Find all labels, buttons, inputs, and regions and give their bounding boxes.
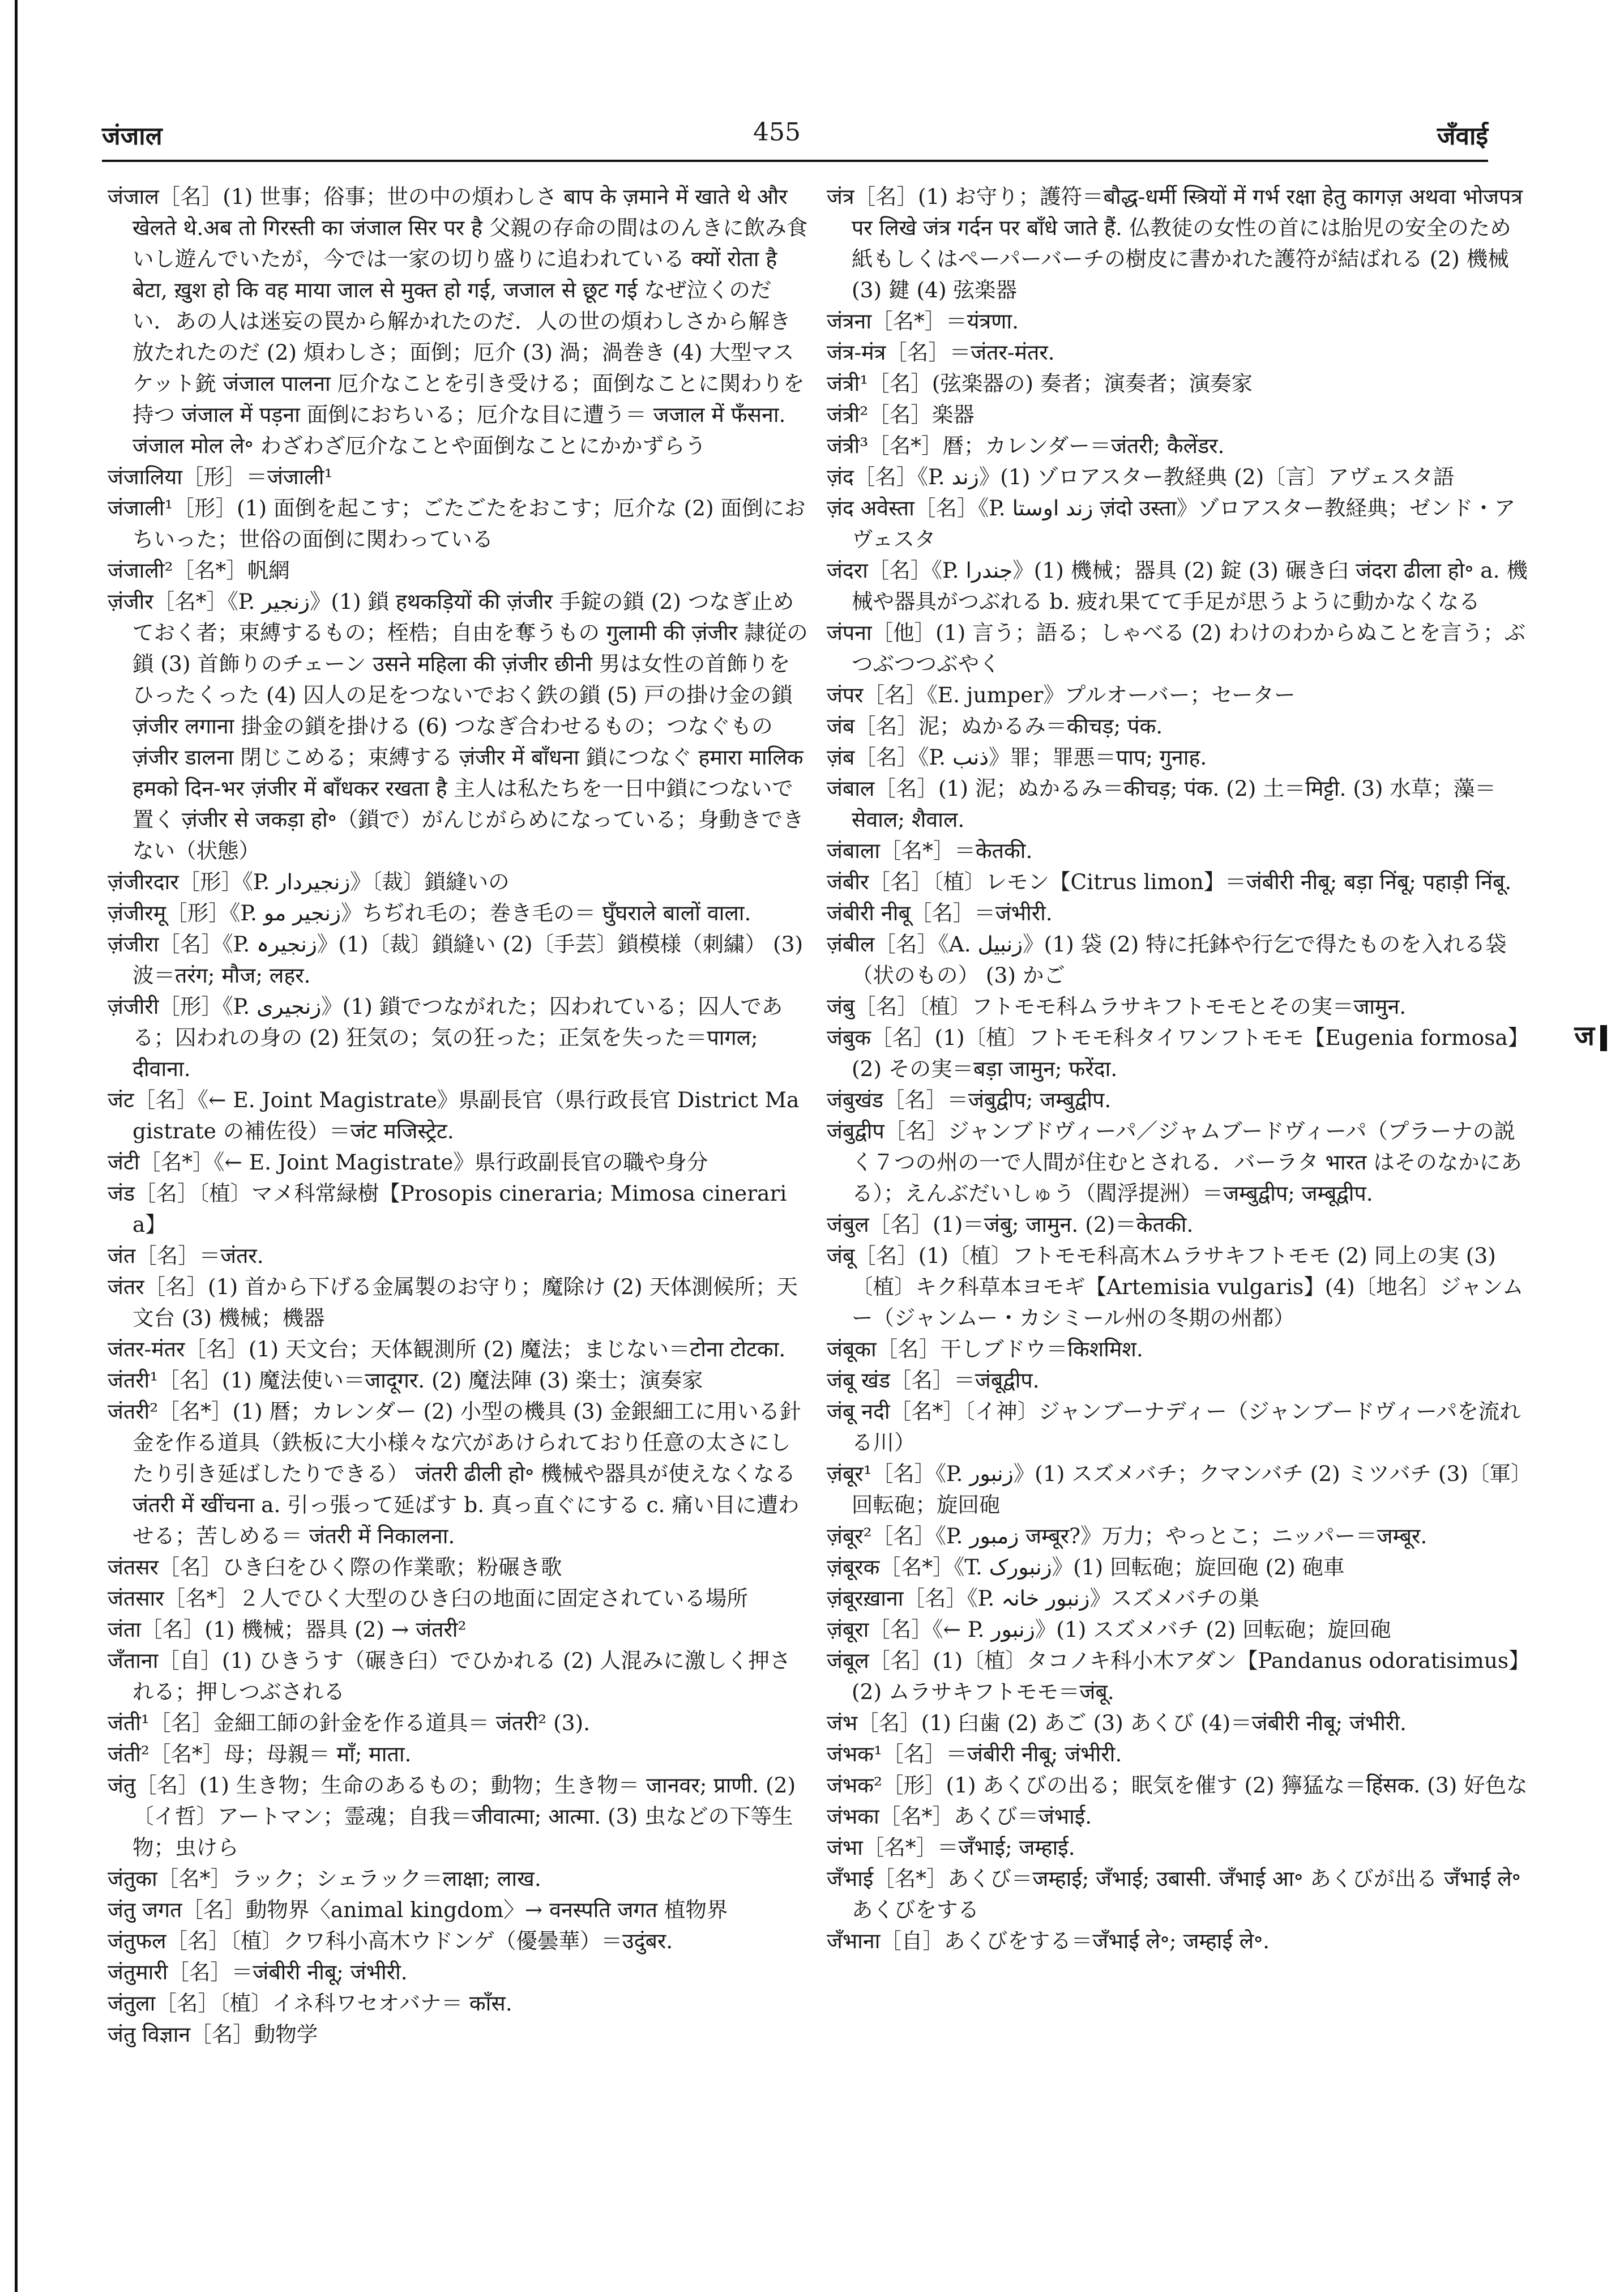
dictionary-entry: जंतुफल［名］〔植〕クワ科小高木ウドンゲ（優曇華）＝उदुंबर. bbox=[108, 1928, 673, 1953]
dictionary-entry: ज़ंजीरदार［形］《P. زنجیردار》〔裁〕鎖縫いの bbox=[108, 869, 510, 894]
dictionary-entry: ज़ंबूरख़ाना［名］《P. زنبور خانہ》スズメバチの巣 bbox=[827, 1586, 1260, 1611]
dictionary-entry: जंता［名］(1) 機械；器具 (2) → जंतरी² bbox=[108, 1617, 467, 1642]
dictionary-entry: जंजाली¹［形］(1) 面倒を起こす；ごたごたをおこす；厄介な (2) 面倒におちいった；世俗の面倒に関わっている bbox=[108, 496, 806, 552]
dictionary-entry: जंती¹［名］金細工師の針金を作る道具＝ जंतरी² (3). bbox=[108, 1710, 591, 1735]
dictionary-entry: ज़ंब［名］《P. ذنب》罪；罪悪＝पाप; गुनाह. bbox=[827, 745, 1207, 770]
dictionary-entry: जंजाल［名］(1) 世事；俗事；世の中の煩わしさ बाप के ज़माने में खाते थे और खेलते थे.अब तो गिरस्ती का जंजाल सिर पर है 父親の存命の間はのんきに飲み食いし遊んでいたが，今では一家の切り盛りに追われている क्यों रोता है बेटा, ख़ुश हो कि वह माया जाल से मुक्त हो गई, जजाल से छूट गई なぜ泣くのだい．あの人は迷妄の罠から解かれたのだ．人の世の煩わしさから解き放たれたのだ (2) 煩わしさ；面倒；厄介 (3) 渦；渦巻き (4) 大型マスケット銃 जंजाल पालना 厄介なことを引き受ける；面倒なことに関わりを持つ जंजाल में पड़ना 面倒におちいる；厄介な目に遭う＝ जजाल में फँसना. जंजाल मोल ले॰ わざわざ厄介なことや面倒なことにかかずらう bbox=[108, 184, 808, 458]
dictionary-entry: जंत्र-मंत्र［名］＝जंतर-मंतर. bbox=[827, 340, 1055, 365]
dictionary-entry: जँभाना［自］あくびをする＝जँभाई ले॰; जम्हाई ले॰. bbox=[827, 1928, 1270, 1953]
thumb-index-bar bbox=[1600, 1025, 1607, 1051]
dictionary-entry: ज़ंबूर¹［名］《P. زنبور》(1) スズメバチ；クマンバチ (2) ミツバチ (3)〔軍〕回転砲；旋回砲 bbox=[827, 1461, 1522, 1517]
dictionary-entry: जंतुला［名］〔植〕イネ科ワセオバナ＝ काँस. bbox=[108, 1991, 512, 2016]
header-rule bbox=[102, 160, 1488, 162]
dictionary-entry: जंदरा［名］《P. جندرا》(1) 機械；器具 (2) 錠 (3) 碾き臼 जंदरा ढीला हो॰ a. 機械や器具がつぶれる b. 疲れ果てて手足が思うように動かなくなる bbox=[827, 558, 1528, 614]
dictionary-entry: ज़ंबूरक［名*］《T. زنبورک》(1) 回転砲；旋回砲 (2) 砲車 bbox=[827, 1555, 1345, 1580]
dictionary-entry: ज़ंजीर［名*］《P. زنجیر》(1) 鎖 हथकड़ियों की ज़ंजीर 手錠の鎖 (2) つなぎ止めておく者；束縛するもの；桎梏；自由を奪うもの गुलामी की ज़ंजीर 隷従の鎖 (3) 首飾りのチェーン उसने महिला की ज़ंजीर छीनी 男は女性の首飾りをひったくった (4) 囚人の足をつないでおく鉄の鎖 (5) 戸の掛け金の鎖 ज़ंजीर लगाना 掛金の鎖を掛ける (6) つなぎ合わせるもの；つなぐもの ज़ंजीर डालना 閉じこめる；束縛する ज़ंजीर में बाँधना 鎖につなぐ हमारा मालिक हमको दिन-भर ज़ंजीर में बाँधकर रखता है 主人は私たちを一日中鎖につないで置く ज़ंजीर से जकड़ा हो॰（鎖で）がんじがらめになっている；身動きできない（状態） bbox=[108, 589, 808, 863]
dictionary-entry: जंतरी²［名*］(1) 暦；カレンダー (2) 小型の機具 (3) 金銀細工に用いる針金を作る道具（鉄板に大小様々な穴があけられており任意の太さにしたり引き延ばしたりできる） जंतरी ढीली हो॰ 機械や器具が使えなくなる जंतरी में खींचना a. 引っ張って延ばす b. 真っ直ぐにする c. 痛い目に遭わせる；苦しめる＝ जंतरी में निकालना. bbox=[108, 1399, 801, 1548]
dictionary-entry: ज़ंद अवेस्ता［名］《P. زند اوستا ज़ंदो उस्ता》ゾロアスター教経典；ゼンド・アヴェスタ bbox=[827, 496, 1516, 552]
dictionary-entry: जंबुखंड［名］＝जंबुद्वीप; जम्बुद्वीप. bbox=[827, 1087, 1112, 1112]
dictionary-entry: जंबुद्वीप［名］ジャンブドヴィーパ／ジャムブードヴィーパ（プラーナの説く７つの州の一で人間が住むとされる．バーラタ भारत はそのなかにある）；えんぶだいしゅう（閻浮提洲）＝जम्बुद्वीप; जम्बूद्वीप. bbox=[827, 1119, 1522, 1206]
dictionary-entry: जंतुका［名*］ラック；シェラック＝लाक्षा; लाख. bbox=[108, 1866, 541, 1891]
dictionary-entry: जंपर［名］《E. jumper》プルオーバー；セーター bbox=[827, 682, 1296, 707]
dictionary-entry: जंबु［名］〔植〕フトモモ科ムラサキフトモモとその実＝जामुन. bbox=[827, 994, 1407, 1019]
dictionary-entry: जंबूल［名］(1)〔植〕タコノキ科小木アダン【Pandanus odoratisimus】(2) ムラサキフトモモ＝जंबू. bbox=[827, 1648, 1519, 1704]
dictionary-entry: जंबू नदी［名*］〔イ神〕ジャンブーナディー（ジャンブードヴィーパを流れる川） bbox=[827, 1399, 1521, 1455]
dictionary-entry: जंबीर［名］〔植〕レモン【Citrus limon】＝जंबीरी नीबू; बड़ा निंबू; पहाड़ी निंबू. bbox=[827, 869, 1512, 894]
dictionary-entry: जंबीरी नीबू［名］＝जंभीरी. bbox=[827, 900, 1053, 925]
thumb-index-tab bbox=[1574, 1017, 1607, 1053]
dictionary-entry: जंतु［名］(1) 生き物；生命のあるもの；動物；生き物＝ जानवर; प्राणी. (2)〔イ哲〕アートマン；霊魂；自我＝जीवात्मा; आत्मा. (3) 虫などの下等生物；虫けら bbox=[108, 1773, 796, 1860]
dictionary-entry: जंत［名］＝जंतर. bbox=[108, 1243, 264, 1268]
dictionary-entry: जंत्री³［名*］暦；カレンダー＝जंतरी; कैलेंडर. bbox=[827, 433, 1225, 458]
dictionary-entry: जंतु विज्ञान［名］動物学 bbox=[108, 2022, 318, 2047]
dictionary-entry: जंभा［名*］＝जँभाई; जम्हाई. bbox=[827, 1835, 1075, 1860]
dictionary-entry: जंत्र［名］(1) お守り；護符＝बौद्ध-धर्मी स्त्रियों में गर्भ रक्षा हेतु कागज़ अथवा भोजपत्र पर लिखे जंत्र गर्दन पर बाँधे जाते हैं. 仏教徒の女性の首には胎児の安全のため紙もしくはペーパーバーチの樹皮に書かれた護符が結ばれる (2) 機械 (3) 鍵 (4) 弦楽器 bbox=[827, 184, 1523, 302]
dictionary-entry: जंबुल［名］(1)＝जंबु; जामुन. (2)＝केतकी. bbox=[827, 1212, 1194, 1237]
dictionary-entry: जंबुक［名］(1)〔植〕フトモモ科タイワンフトモモ【Eugenia formosa】(2) その実＝बड़ा जामुन; फरेंदा. bbox=[827, 1025, 1519, 1081]
dictionary-entry: ज़ंद［名］《P. زند》(1) ゾロアスター教経典 (2)〔言〕アヴェスタ語 bbox=[827, 464, 1455, 489]
dictionary-entry: जंती²［名*］母；母親＝ माँ; माता. bbox=[108, 1742, 412, 1766]
dictionary-entry: जंड［名］〔植〕マメ科常緑樹【Prosopis cineraria; Mimosa cineraria】 bbox=[108, 1181, 787, 1237]
dictionary-entry: जँताना［自］(1) ひきうす（碾き臼）でひかれる (2) 人混みに激しく押される；押しつぶされる bbox=[108, 1648, 791, 1704]
dictionary-entry: जँभाई［名*］あくび＝जम्हाई; जँभाई; उबासी. जँभाई आ॰ あくびが出る जँभाई ले॰ あくびをする bbox=[827, 1866, 1521, 1922]
dictionary-entry: जंबाल［名］(1) 泥；ぬかるみ＝कीचड़; पंक. (2) 土＝मिट्टी. (3) 水草；藻＝सेवाल; शैवाल. bbox=[827, 776, 1496, 832]
dictionary-entry: जंबूका［名］干しブドウ＝किशमिश. bbox=[827, 1337, 1143, 1361]
dictionary-entry: जंतसार［名*］２人でひく大型のひき臼の地面に固定されている場所 bbox=[108, 1586, 748, 1611]
dictionary-entry: जंतु जगत［名］動物界〈animal kingdom〉→ वनस्पति जगत 植物界 bbox=[108, 1897, 728, 1922]
binding-edge-line bbox=[15, 0, 18, 2292]
dictionary-entry: जंतर［名］(1) 首から下げる金属製のお守り；魔除け (2) 天体測候所；天文台 (3) 機械；機器 bbox=[108, 1274, 798, 1330]
dictionary-entry: ज़ंजीरा［名］《P. زنجیرہ》(1)〔裁〕鎖縫い (2)〔手芸〕鎖模様（刺繍） (3) 波＝तरंग; मौज; लहर. bbox=[108, 932, 804, 988]
dictionary-entry: जंत्री¹［名］(弦楽器の) 奏者；演奏者；演奏家 bbox=[827, 371, 1253, 396]
dictionary-entry: जंबू खंड［名］＝जंबूद्वीप. bbox=[827, 1368, 1040, 1393]
thumb-index-letter: ज bbox=[1574, 1020, 1595, 1052]
running-head-left: जंजाल bbox=[102, 122, 163, 151]
dictionary-entry: ज़ंजीरमू［形］《P. زنجیر مو》ちぢれ毛の；巻き毛の＝ घुँघराले बालों वाला. bbox=[108, 900, 751, 925]
dictionary-entry: जंत्री²［名］楽器 bbox=[827, 402, 975, 427]
dictionary-entry: जंभक²［形］(1) あくびの出る；眠気を催す (2) 獰猛な＝हिंसक. (3) 好色な bbox=[827, 1773, 1528, 1798]
dictionary-entry: जंपना［他］(1) 言う；語る；しゃべる (2) わけのわからぬことを言う；ぶつぶつつぶやく bbox=[827, 620, 1526, 676]
dictionary-entry: जंतर-मंतर［名］(1) 天文台；天体観測所 (2) 魔法；まじない＝टोना टोटका. bbox=[108, 1337, 786, 1361]
dictionary-entry: जंबू［名］(1)〔植〕フトモモ科高木ムラサキフトモモ (2) 同上の実 (3)〔植〕キク科草本ヨモギ【Artemisia vulgaris】(4)〔地名〕ジャンムー（ジャンムー・カシミール州の冬期の州都） bbox=[827, 1243, 1524, 1330]
dictionary-entry: ज़ंबील［名］《A. زنبیل》(1) 袋 (2) 特に托鉢や行乞で得たものを入れる袋（状のもの） (3) かご bbox=[827, 932, 1507, 988]
dictionary-entry: जंभक¹［名］＝जंबीरी नीबू; जंभीरी. bbox=[827, 1742, 1122, 1766]
dictionary-entry: जंट［名］《← E. Joint Magistrate》県副長官（県行政長官 District Magistrate の補佐役）＝जंट मजिस्ट्रेट. bbox=[108, 1087, 800, 1143]
dictionary-entry: जंतसर［名］ひき臼をひく際の作業歌；粉碾き歌 bbox=[108, 1555, 562, 1580]
dictionary-entry: जंब［名］泥；ぬかるみ＝कीचड़; पंक. bbox=[827, 714, 1163, 739]
dictionary-entry: ज़ंबूरा［名］《← P. زنبور》(1) スズメバチ (2) 回転砲；旋回砲 bbox=[827, 1617, 1391, 1642]
dictionary-entry: जंभका［名*］あくび＝जंभाई. bbox=[827, 1804, 1092, 1829]
dictionary-entry: ज़ंजीरी［形］《P. زنجیری》(1) 鎖でつながれた；囚われている；囚人である；囚われの身の (2) 狂気の；気の狂った；正気を失った＝पागल; दीवाना. bbox=[108, 994, 783, 1081]
dictionary-entry: जंटी［名*］《← E. Joint Magistrate》県行政副長官の職や身分 bbox=[108, 1150, 708, 1175]
left-column bbox=[108, 181, 810, 2050]
dictionary-entry: जंतरी¹［名］(1) 魔法使い＝जादूगर. (2) 魔法陣 (3) 楽士；演奏家 bbox=[108, 1368, 703, 1393]
dictionary-entry: ज़ंबूर²［名］《P. زمبور जम्बूर?》万力；やっとこ；ニッパー＝जम्बूर. bbox=[827, 1523, 1428, 1548]
right-column bbox=[827, 181, 1529, 1957]
running-head-right: जँवाई bbox=[1437, 122, 1488, 151]
dictionary-entry: जंभ［名］(1) 臼歯 (2) あご (3) あくび (4)＝जंबीरी नीबू; जंभीरी. bbox=[827, 1710, 1407, 1735]
dictionary-entry: जंजालिया［形］＝जंजाली¹ bbox=[108, 464, 333, 489]
dictionary-entry: जंबाला［名*］＝केतकी. bbox=[827, 838, 1033, 863]
dictionary-entry: जंतुमारी［名］＝जंबीरी नीबू; जंभीरी. bbox=[108, 1960, 408, 1984]
dictionary-entry: जंजाली²［名*］帆網 bbox=[108, 558, 290, 583]
page-number: 455 bbox=[753, 118, 801, 147]
dictionary-entry: जंत्रना［名*］＝यंत्रणा. bbox=[827, 309, 1019, 334]
